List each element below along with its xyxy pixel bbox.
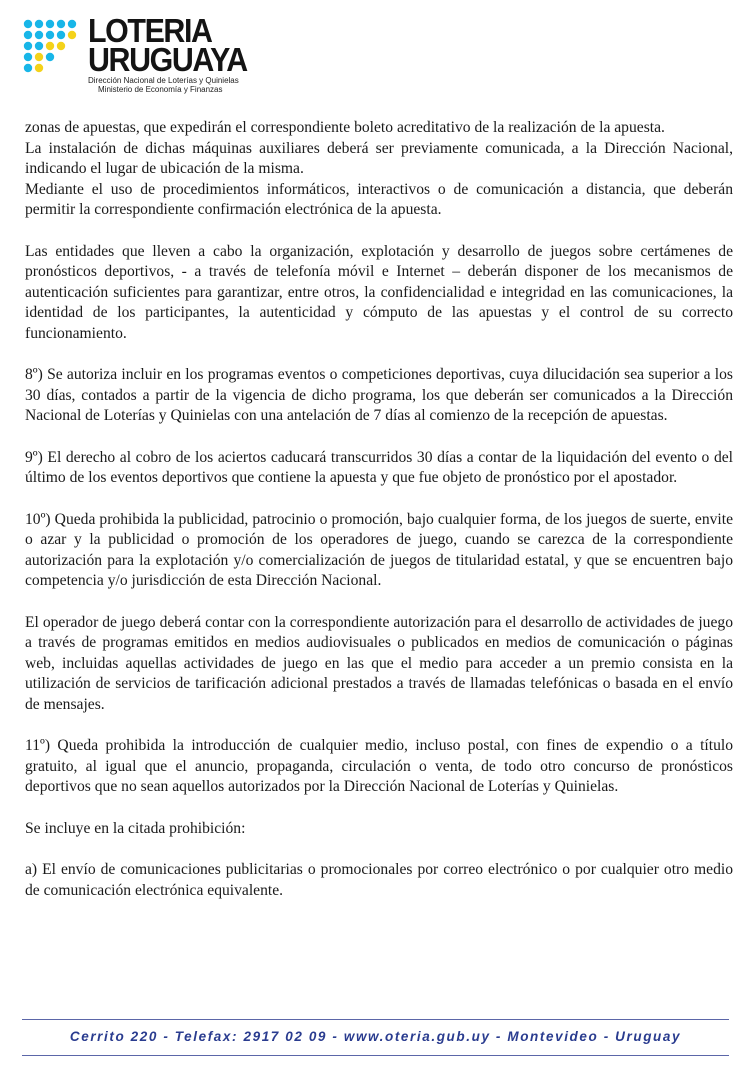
paragraph: zonas de apuestas, que expedirán el correspondiente boleto acreditativo de la realización de la apuesta. bbox=[25, 119, 665, 136]
brand-block bbox=[88, 12, 261, 94]
dot-grid-icon bbox=[22, 18, 84, 80]
paragraph: 8º) Se autoriza incluir en los programas eventos o competiciones deportivas, cuya dilucidación sea superior a los 30 días, contados a partir de la vigencia de dicho programa, los que deberán ser comunicados a la Dirección Nacional de Loterías y Quinielas con una antelación de 7 días al comienzo de la recepción de apuestas. bbox=[25, 366, 733, 424]
letterhead bbox=[22, 12, 282, 94]
paragraph: El operador de juego deberá contar con la correspondiente autorización para el desarrollo de actividades de juego a través de programas emitidos en medios audiovisuales o publicados en medios de comunicación o páginas web, incluidas aquellas actividades de juego en las que el medio para acceder a un premio consista en la utilización de servicios de tarificación adicional prestados a través de llamadas telefónicas o basada en el envío de mensajes. bbox=[25, 613, 733, 713]
brand-name-line1: LOTERIA bbox=[88, 12, 212, 49]
paragraph: 10º) Queda prohibida la publicidad, patrocinio o promoción, bajo cualquier forma, de los juegos de suerte, envite o azar y la publicidad o promoción de los operadores de juego, cuando se carezca de la correspondiente autorización para la explotación y/o comercialización de juegos de titularidad estatal, y que se encuentren bajo competencia y/o jurisdicción de esta Dirección Nacional. bbox=[25, 510, 733, 589]
paragraph: 11º) Queda prohibida la introducción de cualquier medio, incluso postal, con fines de expendio o a título gratuito, al igual que el anuncio, propaganda, circulación o venta, de todo otro concurso de pronósticos deportivos que no sean aquellos autorizados por la Dirección Nacional de Loterías y Quinielas. bbox=[25, 737, 733, 795]
paragraph: Se incluye en la citada prohibición: bbox=[25, 819, 246, 837]
brand-subtitle-ministry: Ministerio de Economía y Finanzas bbox=[98, 85, 223, 94]
paragraph: Las entidades que lleven a cabo la organización, explotación y desarrollo de juegos sobre certámenes de pronósticos deportivos, - a través de telefonía móvil e Internet – deberán disponer de los mecanismos de autenticación suficientes para garantizar, entre otros, la confidencialidad e integridad en las comunicaciones, la identidad de los participantes, la autenticidad y cómputo de las apuestas y el control de su correcto funcionamiento. bbox=[25, 242, 733, 342]
paragraph: a) El envío de comunicaciones publicitarias o promocionales por correo electrónico o por cualquier otro medio de comunicación electrónica equivalente. bbox=[25, 861, 733, 899]
document-body bbox=[25, 118, 733, 901]
brand-name-line2: URUGUAYA bbox=[88, 41, 247, 78]
paragraph: Mediante el uso de procedimientos informáticos, interactivos o de comunicación a distancia, que deberán permitir la correspondiente confirmación electrónica de la apuesta. bbox=[25, 180, 733, 218]
footer-divider-top bbox=[22, 1019, 729, 1020]
paragraph: La instalación de dichas máquinas auxiliares deberá ser previamente comunicada, a la Dirección Nacional, indicando el lugar de ubicación de la misma. bbox=[25, 139, 733, 177]
footer-contact-line: Cerrito 220 - Telefax: 2917 02 09 - www.oteria.gub.uy - Montevideo - Uruguay bbox=[69, 1029, 682, 1044]
footer-divider-bottom bbox=[22, 1055, 729, 1056]
paragraph: 9º) El derecho al cobro de los aciertos caducará transcurridos 30 días a contar de la liquidación del evento o del último de los eventos deportivos que contiene la apuesta y que fue objeto de pronóstico por el apostador. bbox=[25, 448, 733, 486]
brand-subtitle-directorate: Dirección Nacional de Loterías y Quinielas bbox=[88, 76, 239, 85]
